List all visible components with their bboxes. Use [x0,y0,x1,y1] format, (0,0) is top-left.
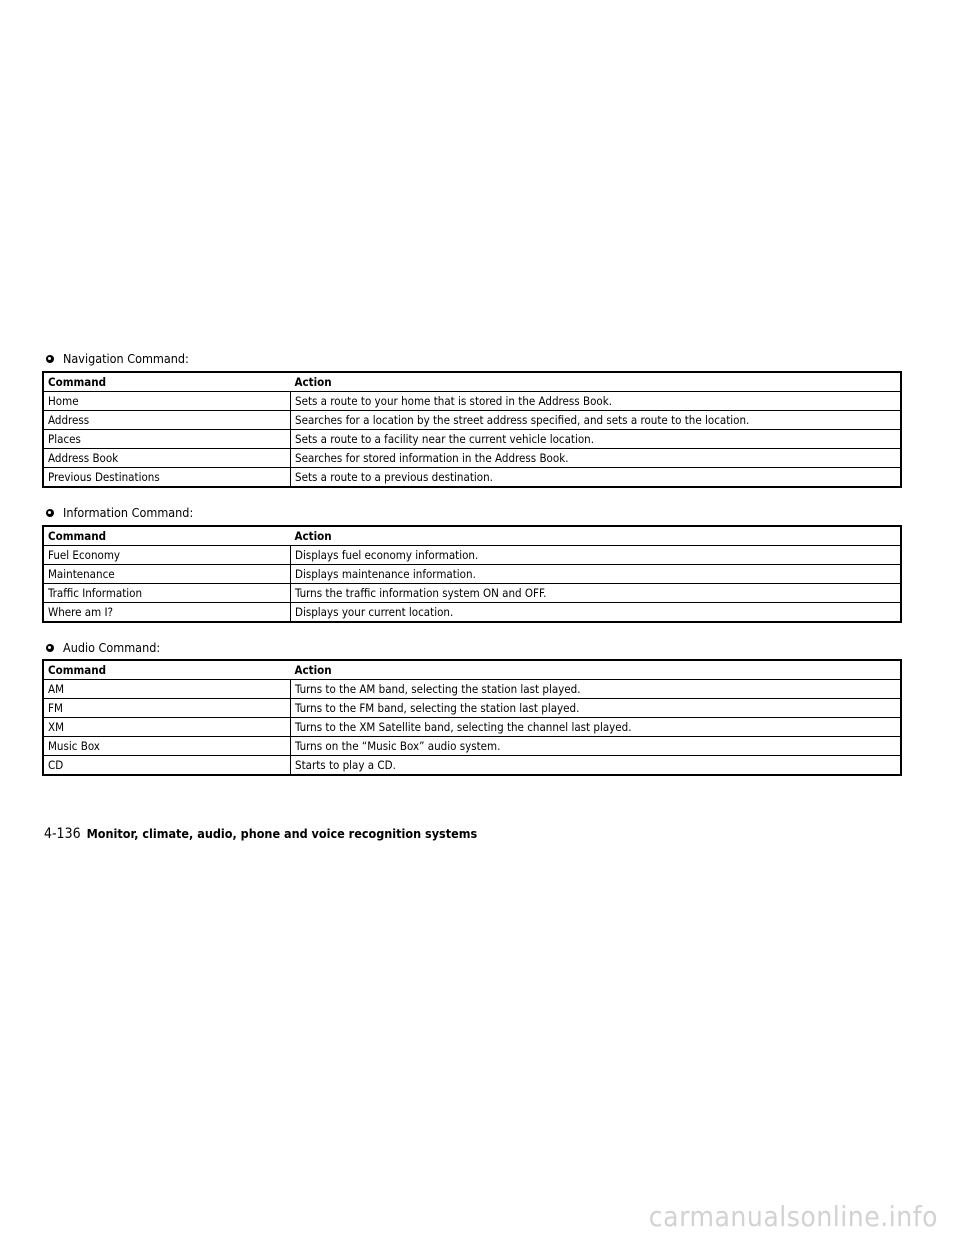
table-row [43,603,901,623]
table-row [43,565,901,584]
action-cell: Turns to the FM band, selecting the station last played. [291,699,902,718]
action-column-header: Action [294,529,332,543]
command-cell: FM [43,699,291,718]
action-cell: Turns on the “Music Box” audio system. [291,737,902,756]
action-cell: Turns the traffic information system ON and OFF. [291,584,902,603]
action-column-header: Action [294,663,332,677]
navigation-command-table [42,371,902,488]
action-cell: Searches for a location by the street address specified, and sets a route to the location. [291,411,902,430]
command-cell: Address [43,411,291,430]
bullet-icon [46,355,54,363]
command-cell: Places [43,430,291,449]
section-heading-audio [46,640,160,655]
section-heading-label: Navigation Command: [63,351,189,366]
table-row [43,546,901,565]
command-column-header: Command [48,663,107,677]
command-cell: Home [43,392,291,411]
table-row [43,411,901,430]
action-cell: Displays fuel economy information. [291,546,902,565]
chapter-title: Monitor, climate, audio, phone and voice recognition systems [86,826,478,841]
bullet-icon [46,509,54,517]
action-cell: Sets a route to a facility near the current vehicle location. [291,430,902,449]
table-row [43,718,901,737]
watermark: carmanualsonline.info [648,1200,938,1233]
command-cell: Music Box [43,737,291,756]
audio-command-table [42,659,902,776]
command-cell: Previous Destinations [43,468,291,488]
command-cell: CD [43,756,291,776]
table-header-row [43,660,901,680]
command-cell: Fuel Economy [43,546,291,565]
command-column-header: Command [48,529,107,543]
table-row [43,430,901,449]
information-command-table [42,525,902,623]
page-number: 4-136 [44,826,81,842]
command-cell: Address Book [43,449,291,468]
action-column-header: Action [294,375,332,389]
section-heading-label: Information Command: [63,505,194,520]
table-row [43,756,901,776]
page-footer [44,826,477,842]
table-row [43,737,901,756]
command-cell: Traffic Information [43,584,291,603]
action-cell: Searches for stored information in the Address Book. [291,449,902,468]
command-cell: Where am I? [43,603,291,623]
section-heading-label: Audio Command: [63,640,161,655]
action-cell: Displays maintenance information. [291,565,902,584]
command-cell: XM [43,718,291,737]
action-cell: Turns to the XM Satellite band, selecting the channel last played. [291,718,902,737]
action-cell: Sets a route to a previous destination. [291,468,902,488]
command-column-header: Command [48,375,107,389]
section-heading-navigation [46,351,189,366]
table-row [43,699,901,718]
table-row [43,680,901,699]
action-cell: Turns to the AM band, selecting the station last played. [291,680,902,699]
table-row [43,392,901,411]
table-header-row [43,526,901,546]
table-row [43,449,901,468]
table-header-row [43,372,901,392]
table-row [43,584,901,603]
section-heading-information [46,505,193,520]
bullet-icon [46,644,54,652]
action-cell: Displays your current location. [291,603,902,623]
command-cell: Maintenance [43,565,291,584]
action-cell: Starts to play a CD. [291,756,902,776]
command-cell: AM [43,680,291,699]
action-cell: Sets a route to your home that is stored in the Address Book. [291,392,902,411]
table-row [43,468,901,488]
